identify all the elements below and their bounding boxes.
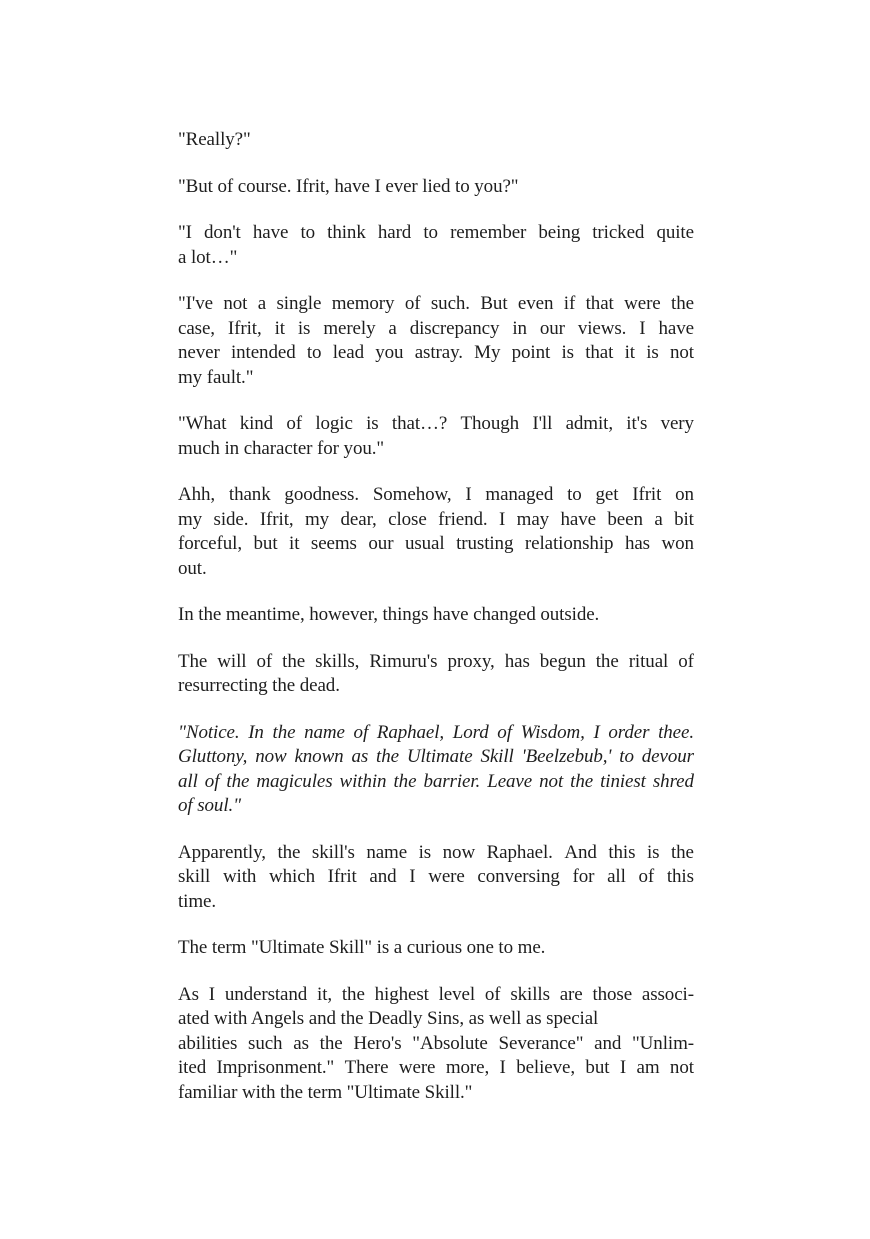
text-line: Ahh, thank goodness. Somehow, I managed to get Ifrit on: [178, 484, 694, 505]
paragraph: [178, 128, 694, 153]
paragraph: [178, 221, 694, 270]
text-line: "I don't have to think hard to remember being tricked quite: [178, 222, 694, 243]
paragraph: [178, 412, 694, 461]
text-line: The term "Ultimate Skill" is a curious one to me.: [178, 937, 546, 958]
text-line: resurrecting the dead.: [178, 675, 340, 696]
text-line: time.: [178, 890, 217, 912]
paragraph: [178, 936, 694, 961]
text-line: The will of the skills, Rimuru's proxy, has begun the ritual of: [178, 650, 694, 672]
text-line: "Really?": [178, 129, 251, 150]
text-line: Gluttony, now known as the Ultimate Skill 'Beelzebub,' to devour: [178, 746, 694, 767]
text-line: out.: [178, 557, 207, 579]
paragraph: [178, 175, 694, 200]
text-line: much in character for you.": [178, 437, 385, 459]
text-line: "Notice. In the name of Raphael, Lord of Wisdom, I order thee.: [178, 721, 694, 743]
paragraph: [178, 841, 694, 915]
text-line: of soul.": [178, 795, 242, 816]
paragraph: [178, 983, 694, 1106]
text-block: [178, 128, 694, 1105]
text-line: my side. Ifrit, my dear, close friend. I may have been a bit: [178, 508, 694, 530]
paragraph: [178, 721, 694, 819]
text-line: forceful, but it seems our usual trusting relationship has won: [178, 533, 694, 554]
text-line: a lot…": [178, 246, 238, 268]
text-line: ated with Angels and the Deadly Sins, as well as special: [178, 1008, 599, 1029]
text-line: abilities such as the Hero's "Absolute Severance" and "Unlim-: [178, 1032, 694, 1054]
text-line: case, Ifrit, it is merely a discrepancy in our views. I have: [178, 317, 694, 339]
text-line: all of the magicules within the barrier. Leave not the tiniest shred: [178, 770, 694, 792]
paragraph: [178, 603, 694, 628]
text-line: my fault.": [178, 366, 254, 388]
paragraph: [178, 292, 694, 390]
text-line: As I understand it, the highest level of skills are those associ-: [178, 983, 694, 1005]
text-line: ited Imprisonment." There were more, I believe, but I am not: [178, 1057, 694, 1078]
text-line: never intended to lead you astray. My point is that it is not: [178, 342, 694, 363]
text-line: "But of course. Ifrit, have I ever lied to you?": [178, 175, 519, 197]
paragraph: [178, 483, 694, 581]
paragraph: [178, 650, 694, 699]
text-line: "What kind of logic is that…? Though I'll admit, it's very: [178, 413, 694, 434]
text-line: familiar with the term "Ultimate Skill.": [178, 1081, 473, 1103]
text-line: Apparently, the skill's name is now Raphael. And this is the: [178, 841, 694, 863]
text-line: "I've not a single memory of such. But even if that were the: [178, 293, 694, 314]
text-line: In the meantime, however, things have changed outside.: [178, 604, 600, 625]
text-line: skill with which Ifrit and I were conversing for all of this: [178, 866, 694, 887]
